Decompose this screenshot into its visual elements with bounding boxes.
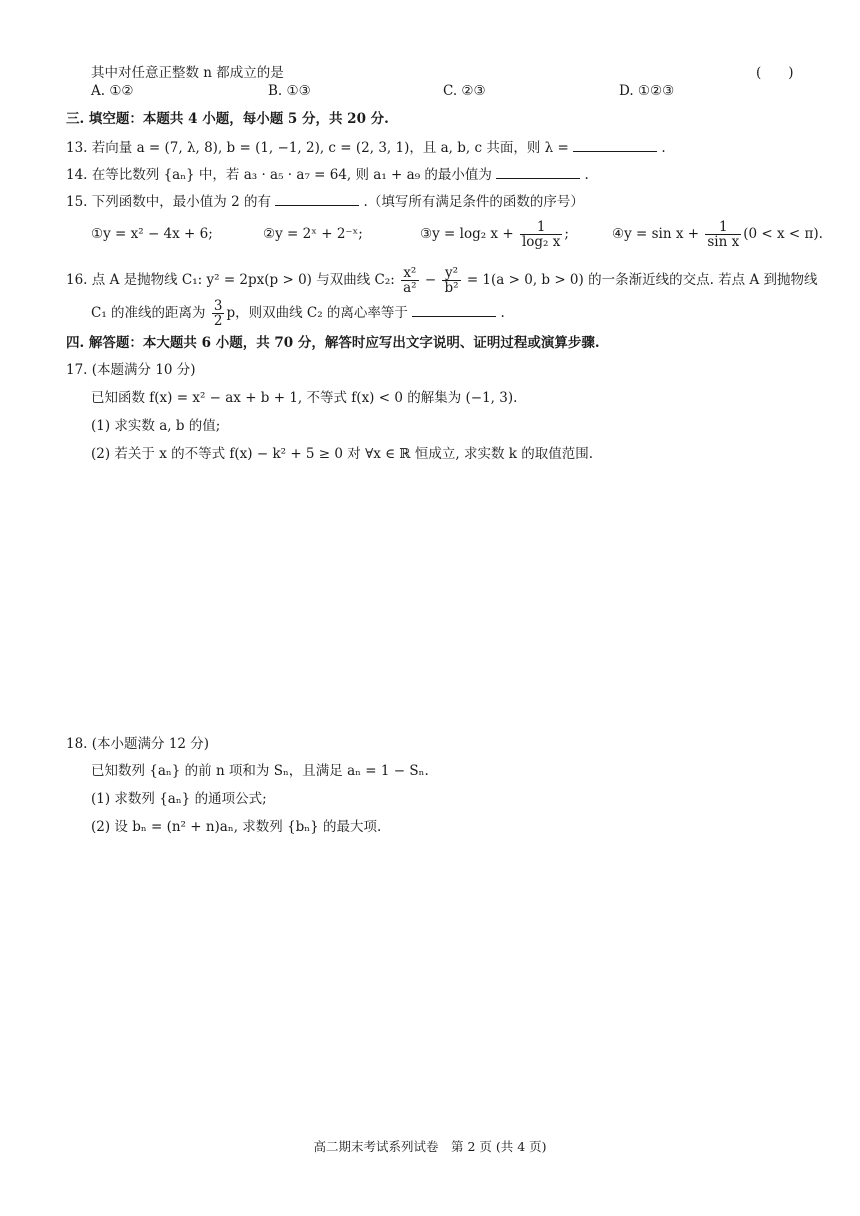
q15-option-2: ②y = 2ˣ + 2⁻ˣ; bbox=[263, 226, 363, 242]
q14-end: . bbox=[584, 167, 589, 183]
q12-option-c: C. ②③ bbox=[443, 83, 486, 99]
fraction-denominator: sin x bbox=[707, 234, 740, 250]
question-16-line-1 bbox=[66, 262, 818, 298]
fraction-numerator: 3 bbox=[213, 298, 223, 314]
question-13 bbox=[66, 137, 666, 157]
fraction-numerator: 1 bbox=[705, 220, 741, 235]
fraction-numerator: x² bbox=[401, 266, 418, 281]
q16-fraction-three-halves bbox=[212, 299, 225, 328]
q15-number: 15. bbox=[66, 194, 88, 210]
q17-number: 17. bbox=[66, 362, 88, 378]
fraction-denominator: log₂ x bbox=[521, 234, 561, 250]
q16-minus: − bbox=[424, 272, 437, 288]
fraction-numerator: 1 bbox=[520, 220, 562, 235]
question-18-header bbox=[66, 735, 209, 753]
q15-option-4-tail: (0 < x < π). bbox=[743, 226, 823, 242]
q12-option-d: D. ①②③ bbox=[619, 83, 675, 99]
q18-number: 18. bbox=[66, 736, 88, 752]
fraction-denominator: b² bbox=[444, 280, 459, 296]
fraction-denominator: a² bbox=[403, 280, 417, 296]
q12-answer-paren: ( ) bbox=[756, 65, 794, 81]
q15-note: .（填写所有满足条件的函数的序号） bbox=[363, 194, 584, 210]
q16-text-a: 点 A 是抛物线 C₁: y² = 2px(p > 0) 与双曲线 C₂: bbox=[91, 272, 395, 288]
question-16-line-2 bbox=[91, 295, 505, 331]
section-3-heading: 三. 填空题：本题共 4 小题，每小题 5 分，共 20 分. bbox=[66, 111, 389, 127]
q15-answer-blank[interactable] bbox=[275, 191, 359, 206]
q16-line2-lead: C₁ 的准线的距离为 bbox=[91, 305, 206, 321]
q12-option-b: B. ①③ bbox=[268, 83, 311, 99]
q13-text: 若向量 a = (7, λ, 8), b = (1, −1, 2), c = (2, 3, 1)，且 a, b, c 共面，则 λ = bbox=[91, 140, 569, 156]
q17-part-1: (1) 求实数 a, b 的值; bbox=[91, 418, 221, 434]
q15-option-4-fraction bbox=[705, 220, 741, 249]
section-4-heading: 四. 解答题：本大题共 6 小题，共 70 分，解答时应写出文字说明、证明过程或演算步骤. bbox=[66, 335, 600, 351]
q13-answer-blank[interactable] bbox=[573, 137, 657, 152]
q12-stem: 其中对任意正整数 n 都成立的是 bbox=[91, 65, 284, 81]
q17-score: (本题满分 10 分) bbox=[91, 362, 196, 378]
q18-score: (本小题满分 12 分) bbox=[91, 736, 210, 752]
q17-answer-area[interactable] bbox=[66, 475, 796, 725]
q14-answer-blank[interactable] bbox=[496, 164, 580, 179]
q14-text: 在等比数列 {aₙ} 中，若 a₃ · a₅ · a₇ = 64, 则 a₁ + a₉ 的最小值为 bbox=[91, 167, 492, 183]
q15-option-3 bbox=[420, 216, 569, 252]
q14-number: 14. bbox=[66, 167, 88, 183]
q18-intro: 已知数列 {aₙ} 的前 n 项和为 Sₙ，且满足 aₙ = 1 − Sₙ. bbox=[91, 763, 429, 779]
q13-end: . bbox=[661, 140, 666, 156]
q16-fraction-y bbox=[442, 266, 460, 295]
fraction-denominator: 2 bbox=[213, 313, 223, 329]
question-14 bbox=[66, 164, 589, 184]
q15-option-3-lead: ③y = log₂ x + bbox=[420, 226, 514, 242]
question-15 bbox=[66, 191, 584, 211]
q15-option-1: ①y = x² − 4x + 6; bbox=[91, 226, 213, 242]
page-footer: 高二期末考试系列试卷 第 2 页 (共 4 页) bbox=[313, 1139, 547, 1154]
q18-part-1: (1) 求数列 {aₙ} 的通项公式; bbox=[91, 791, 267, 807]
q16-answer-blank[interactable] bbox=[412, 302, 496, 317]
q17-intro: 已知函数 f(x) = x² − ax + b + 1, 不等式 f(x) < 0 的解集为 (−1, 3). bbox=[91, 390, 518, 406]
q16-line2-tail: p，则双曲线 C₂ 的离心率等于 bbox=[226, 305, 408, 321]
q16-end: . bbox=[500, 305, 505, 321]
q13-number: 13. bbox=[66, 140, 88, 156]
q18-part-2: (2) 设 bₙ = (n² + n)aₙ, 求数列 {bₙ} 的最大项. bbox=[91, 819, 382, 835]
q15-option-3-tail: ; bbox=[564, 226, 569, 242]
q16-text-b: = 1(a > 0, b > 0) 的一条渐近线的交点. 若点 A 到抛物线 bbox=[466, 272, 818, 288]
q15-option-4-lead: ④y = sin x + bbox=[612, 226, 700, 242]
q16-fraction-x bbox=[401, 266, 418, 295]
q15-text: 下列函数中，最小值为 2 的有 bbox=[91, 194, 271, 210]
fraction-numerator: y² bbox=[442, 266, 460, 281]
q18-answer-area[interactable] bbox=[66, 850, 796, 1120]
q15-option-4 bbox=[612, 216, 823, 252]
q15-option-3-fraction bbox=[520, 220, 562, 249]
q16-number: 16. bbox=[66, 272, 88, 288]
question-17-header bbox=[66, 361, 196, 379]
q12-option-a: A. ①② bbox=[91, 83, 134, 99]
q17-part-2: (2) 若关于 x 的不等式 f(x) − k² + 5 ≥ 0 对 ∀x ∈ ℝ 恒成立, 求实数 k 的取值范围. bbox=[91, 446, 594, 462]
